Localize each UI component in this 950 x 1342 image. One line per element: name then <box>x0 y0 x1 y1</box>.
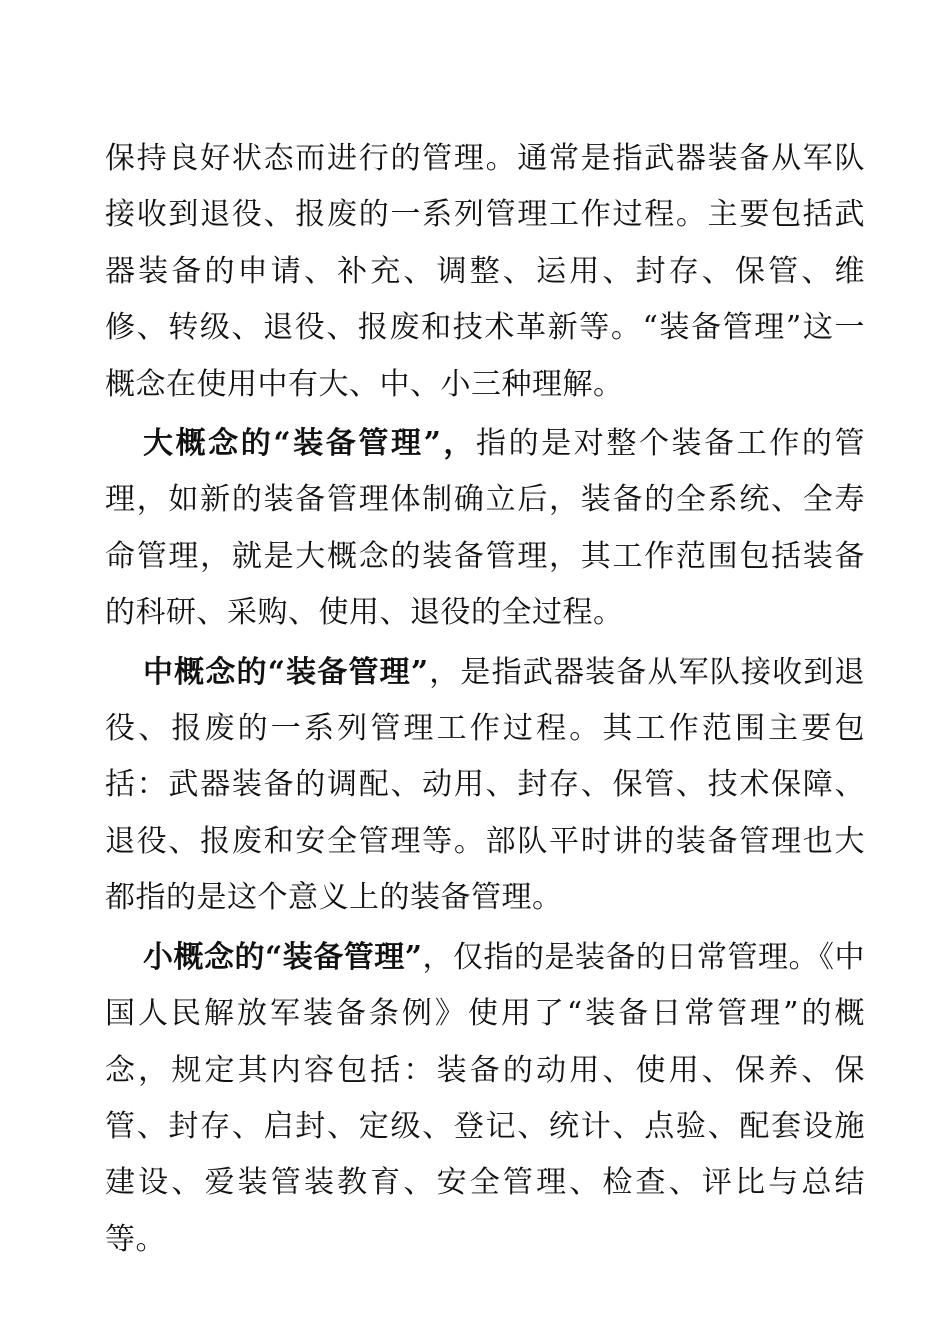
paragraph-1 <box>105 131 865 413</box>
document-page <box>105 131 865 1268</box>
paragraph-2-lead: 大概念的“装备管理”， <box>143 426 477 462</box>
paragraph-1-text: 保持良好状态而进行的管理。通常是指武器装备从军队接收到退役、报废的一系列管理工作过程。主要包括武器装备的申请、补充、调整、运用、封存、保管、维修、转级、退役、报废和技术革新等。“装备管理”这一概念在使用中有大、中、小三种理解。 <box>105 141 865 402</box>
paragraph-3-lead: 中概念的“装备管理” <box>143 654 429 690</box>
paragraph-4 <box>105 930 865 1268</box>
paragraph-3 <box>105 645 865 927</box>
paragraph-4-text: ，仅指的是装备的日常管理。《中国人民解放军装备条例》使用了“装备日常管理”的概念，规定其内容包括：装备的动用、使用、保养、保管、封存、启封、定级、登记、统计、点验、配套设施建设、爱装管装教育、安全管理、检查、评比与总结等。 <box>105 939 866 1257</box>
paragraph-3-text: ，是指武器装备从军队接收到退役、报废的一系列管理工作过程。其工作范围主要包括：武器装备的调配、动用、封存、保管、技术保障、退役、报废和安全管理等。部队平时讲的装备管理也大都指的是这个意义上的装备管理。 <box>105 654 866 916</box>
paragraph-2 <box>105 416 865 642</box>
paragraph-4-lead: 小概念的“装备管理” <box>143 939 423 975</box>
paragraph-2-text: 指的是对整个装备工作的管理，如新的装备管理体制确立后，装备的全系统、全寿命管理，就是大概念的装备管理，其工作范围包括装备的科研、采购、使用、退役的全过程。 <box>105 426 866 631</box>
